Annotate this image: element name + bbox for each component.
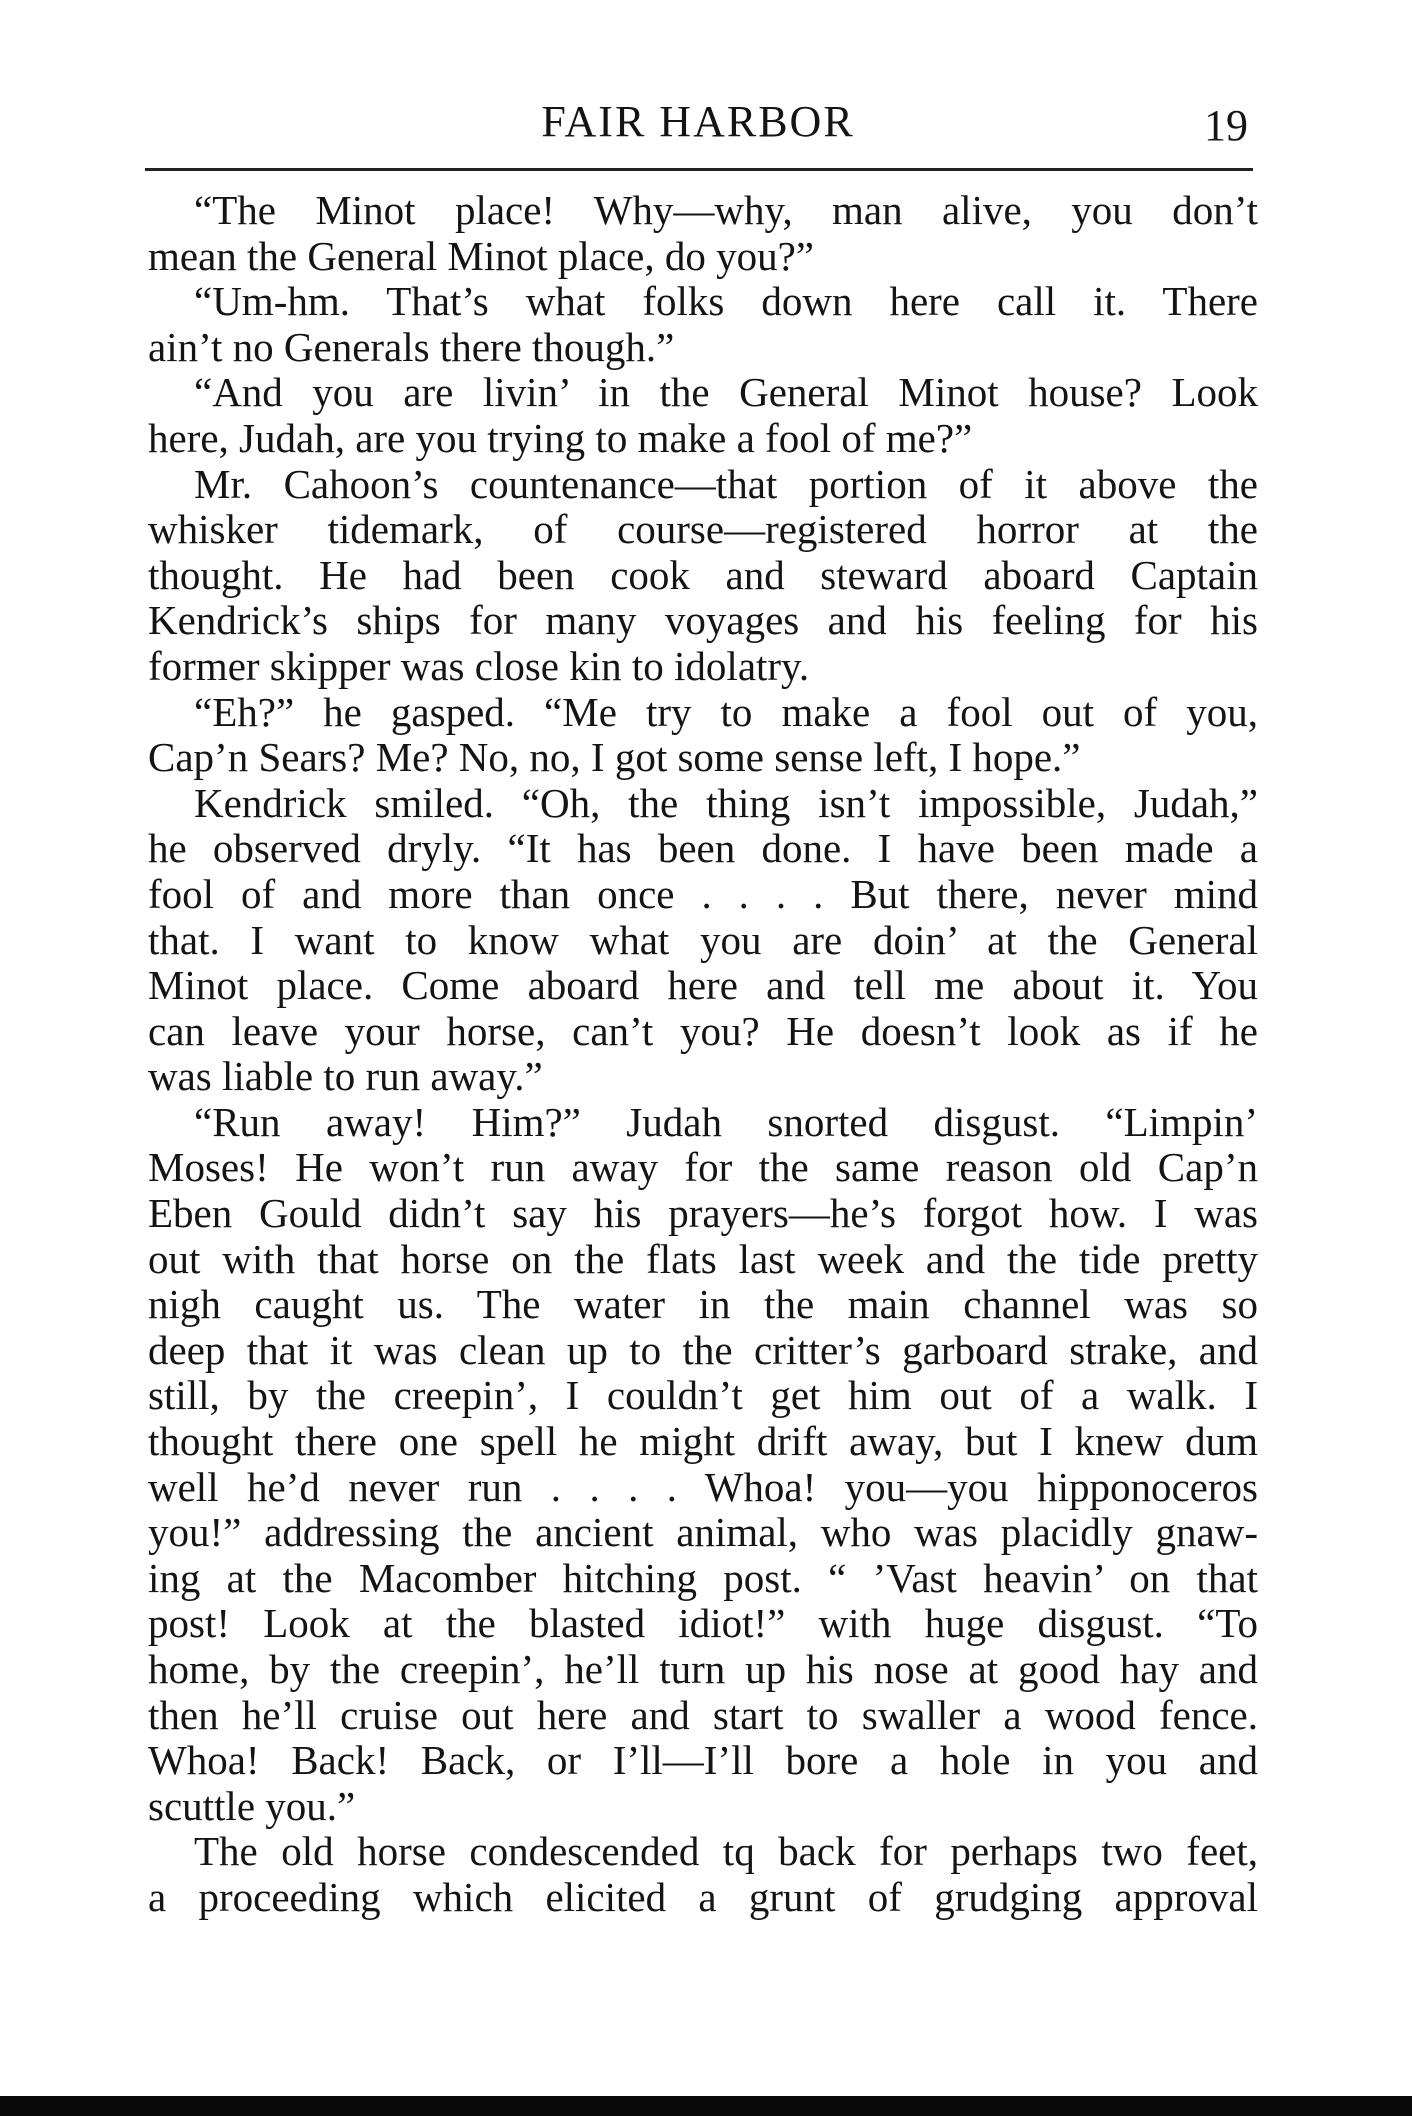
text-line: then he’ll cruise out here and start to swaller a wood fence. [148, 1691, 1258, 1738]
text-line: Cap’n Sears? Me? No, no, I got some sense left, I hope.” [148, 734, 1081, 781]
text-line: can leave your horse, can’t you? He doesn’t look as if he [148, 1007, 1258, 1054]
text-line: The old horse condescended tq back for perhaps two feet, [194, 1828, 1258, 1875]
text-line: home, by the creepin’, he’ll turn up his nose at good hay and [148, 1646, 1258, 1692]
text-line: he observed dryly. “It has been done. I have been made a [148, 825, 1258, 872]
text-line: that. I want to know what you are doin’ at the General [148, 916, 1258, 963]
running-title: FAIR HARBOR [541, 97, 855, 146]
text-line: deep that it was clean up to the critter’s garboard strake, and [148, 1326, 1258, 1373]
text-line: was liable to run away.” [148, 1053, 543, 1100]
running-head [148, 96, 1248, 156]
text-line: Kendrick smiled. “Oh, the thing isn’t impossible, Judah,” [194, 779, 1258, 826]
text-line: still, by the creepin’, I couldn’t get him out of a walk. I [148, 1372, 1258, 1419]
text-line: “The Minot place! Why—why, man alive, you don’t [194, 187, 1258, 233]
text-line: former skipper was close kin to idolatry. [148, 642, 810, 689]
text-line: out with that horse on the flats last week and the tide pretty [148, 1235, 1258, 1282]
text-line: here, Judah, are you trying to make a fool of me?” [148, 414, 973, 461]
text-line: ain’t no Generals there though.” [148, 323, 675, 370]
text-line: whisker tidemark, of course—registered horror at the [148, 506, 1258, 553]
text-line: well he’d never run . . . . Whoa! you—you hipponoceros [148, 1463, 1258, 1510]
text-line: scuttle you.” [148, 1782, 356, 1829]
page-number: 19 [1204, 101, 1248, 150]
text-line: Moses! He won’t run away for the same reason old Cap’n [148, 1144, 1258, 1191]
text-line: nigh caught us. The water in the main channel was so [148, 1281, 1258, 1328]
text-line: you!” addressing the ancient animal, who was placidly gnaw- [148, 1509, 1258, 1556]
scan-edge-bar [0, 2096, 1412, 2116]
text-line: “And you are livin’ in the General Minot house? Look [194, 369, 1258, 416]
text-line: Kendrick’s ships for many voyages and his feeling for his [148, 597, 1258, 644]
text-line: post! Look at the blasted idiot!” with huge disgust. “To [148, 1600, 1258, 1647]
text-line: Eben Gould didn’t say his prayers—he’s forgot how. I was [148, 1190, 1258, 1237]
text-line: a proceeding which elicited a grunt of grudging approval [148, 1873, 1258, 1920]
text-line: “Run away! Him?” Judah snorted disgust. “Limpin’ [194, 1098, 1258, 1145]
text-line: thought there one spell he might drift away, but I knew dum [148, 1418, 1258, 1465]
text-line: Mr. Cahoon’s countenance—that portion of it above the [194, 460, 1258, 507]
text-line: thought. He had been cook and steward aboard Captain [148, 551, 1258, 598]
text-line: ing at the Macomber hitching post. “ ’Vast heavin’ on that [148, 1554, 1258, 1601]
text-line: mean the General Minot place, do you?” [148, 232, 814, 279]
body-text [148, 188, 1258, 1921]
text-line: fool of and more than once . . . . But there, never mind [148, 870, 1258, 917]
header-rule [145, 168, 1253, 171]
text-line: “Eh?” he gasped. “Me try to make a fool out of you, [194, 688, 1258, 735]
text-line: Whoa! Back! Back, or I’ll—I’ll bore a hole in you and [148, 1737, 1258, 1784]
text-line: “Um-hm. That’s what folks down here call it. There [194, 278, 1258, 325]
text-line: Minot place. Come aboard here and tell me about it. You [148, 962, 1258, 1009]
